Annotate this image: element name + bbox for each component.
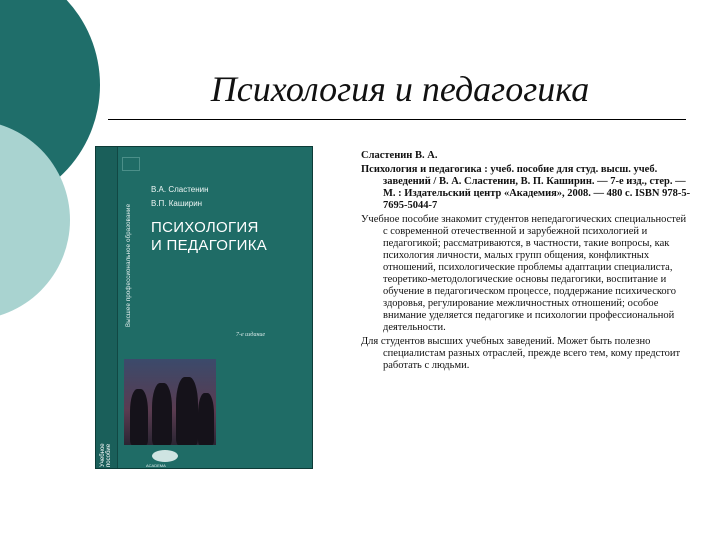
cover-title-line: ПСИХОЛОГИЯ [151,219,259,236]
entry-citation: Психология и педагогика : учеб. пособие для студ. высш. учеб. заведений / В. А. Сластенин, В. П. Каширин. — 7-е изд., стер. — М. : Издательский центр «Академия», 2008. — 480 с. ISBN 978-5-7695-5044-7 [361,164,691,211]
entry-annotation: Учебное пособие знакомит студентов непедагогических специальностей с современной отечественной и зарубежной психологией и педагогикой; рассматриваются, в частности, такие вопросы, как психология личности, малых групп общения, конфликтных отношений, психологические проблемы адаптации специалиста, теоретико-методологические основы педагогики, воспитание и обучение в педагогическом процессе, поддержание психического здоровья, регулирование межличностных отношений; особое внимание уделяется педагогике и психологии профессиональной деятельности. [361,214,687,333]
book-spine [96,147,118,468]
cover-series-text: Высшее профессиональное образование [126,203,132,327]
cover-title [151,219,311,255]
person-silhouette [176,377,198,445]
spine-tag: Учебное пособие [100,443,112,467]
slide-title: Психология и педагогика [210,69,590,109]
publisher-logo-text: ACADEMA [146,463,166,468]
cover-title-line: И ПЕДАГОГИКА [151,237,268,254]
cover-author: В.А. Сластенин [151,185,209,194]
cover-photo [124,359,216,445]
cover-author: В.П. Каширин [151,199,203,208]
publisher-logo-icon [152,450,178,462]
book-cover-image [95,146,313,469]
person-silhouette [130,389,148,445]
person-silhouette [152,383,172,445]
cover-authors [151,183,209,211]
title-divider [108,119,686,120]
person-silhouette [198,393,214,445]
cover-edition: 7-е издание [236,332,266,338]
entry-author: Сластенин В. А. [361,150,438,161]
entry-audience: Для студентов высших учебных заведений. Может быть полезно специалистам разных отраслей, прежде всего тем, кому предстоит работать с людьми. [361,336,681,371]
bibliographic-entry [361,150,691,372]
